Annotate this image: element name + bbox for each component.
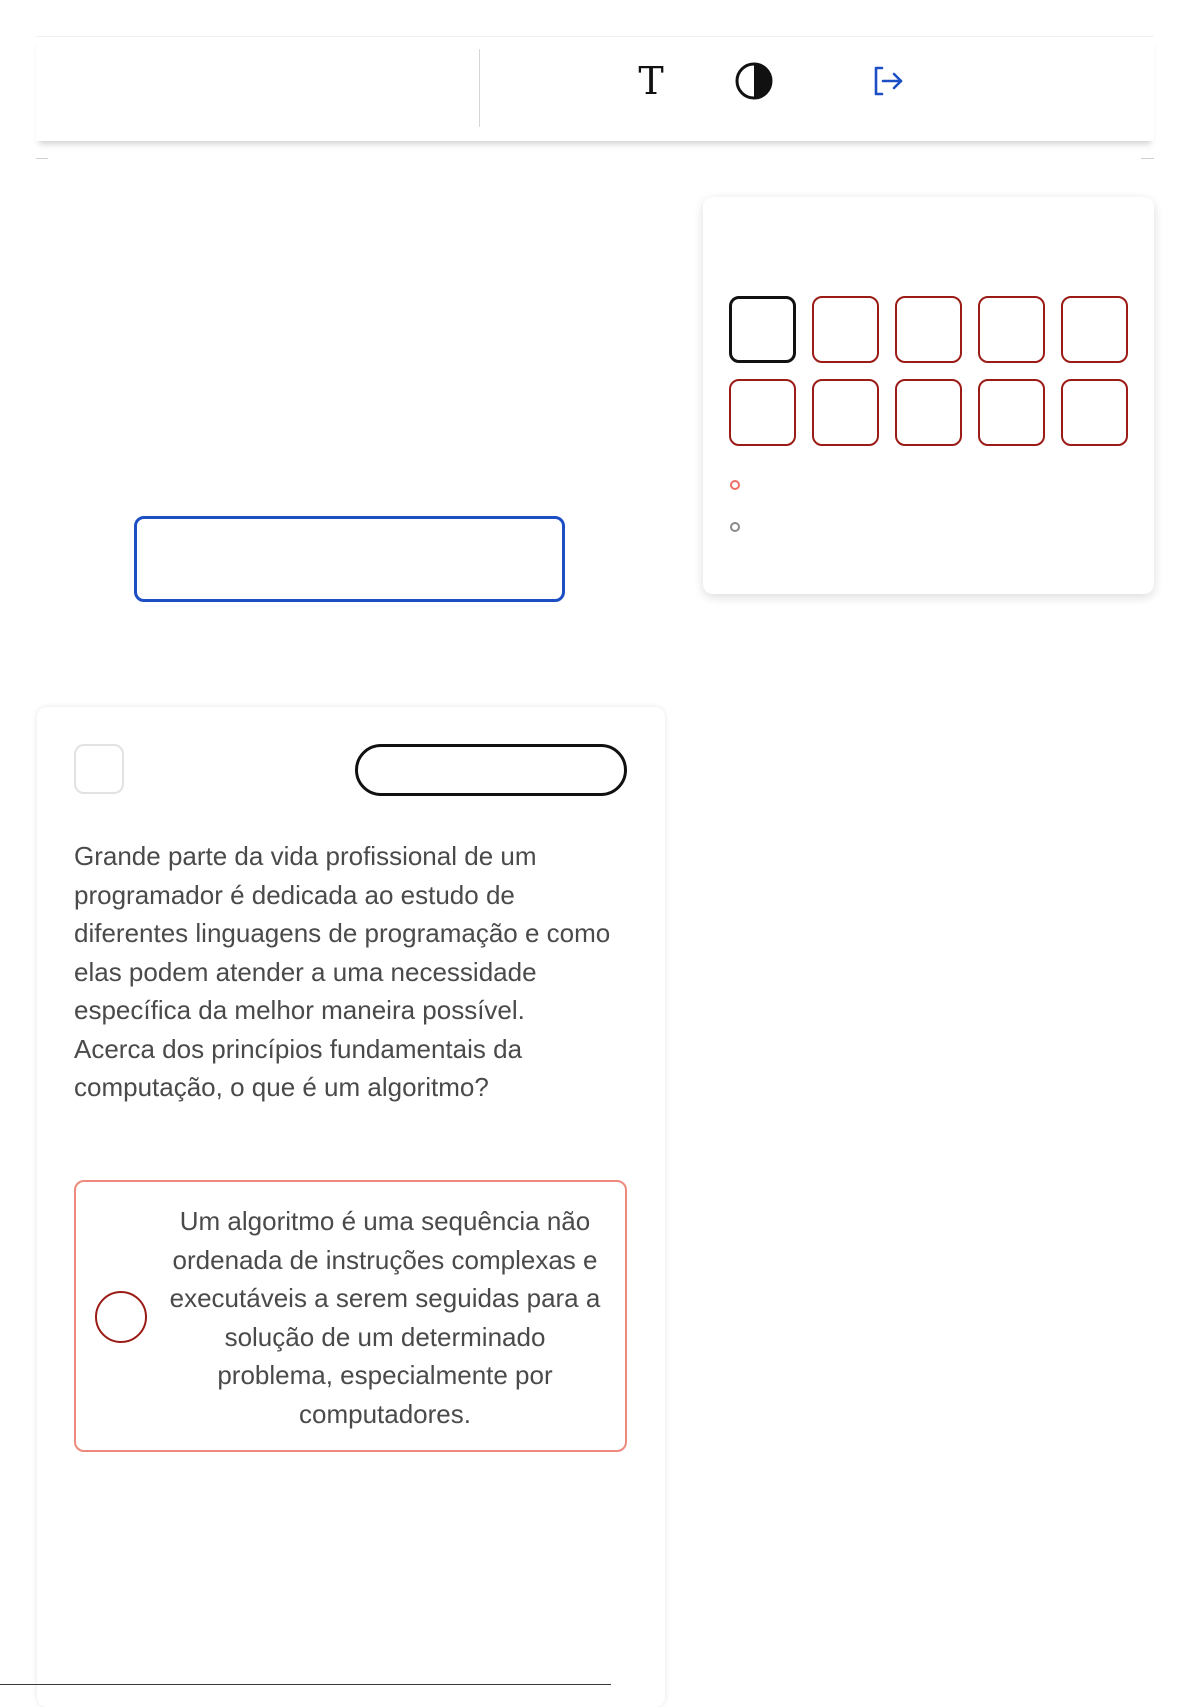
question-cell[interactable] — [812, 296, 879, 363]
question-card — [37, 707, 665, 1707]
mark-question-checkbox[interactable] — [74, 744, 124, 794]
text-size-button[interactable] — [627, 57, 675, 105]
question-prompt: Acerca dos princípios fundamentais da computação, o que é um algoritmo? — [74, 1033, 523, 1102]
option-radio[interactable] — [95, 1291, 147, 1343]
neutral-dot-icon — [730, 522, 740, 532]
divider-mark — [36, 158, 48, 159]
contrast-button[interactable] — [730, 57, 778, 105]
question-cell[interactable] — [1061, 296, 1128, 363]
toolbar-divider — [479, 49, 480, 127]
question-cell[interactable] — [812, 379, 879, 446]
top-toolbar — [36, 36, 1154, 141]
focused-element-outline[interactable] — [134, 516, 565, 602]
question-cell[interactable] — [729, 379, 796, 446]
logout-icon — [868, 62, 906, 100]
question-cell[interactable] — [978, 296, 1045, 363]
wrong-dot-icon — [730, 480, 740, 490]
logout-button[interactable] — [863, 57, 911, 105]
question-cell[interactable] — [1061, 379, 1128, 446]
question-context: Grande parte da vida profissional de um programador é dedicada ao estudo de diferentes linguagens de programação e como elas podem atender a uma necessidade específica da melhor maneira possível. — [74, 841, 611, 1025]
option-text: Um algoritmo é uma sequência não ordenada de instruções complexas e executáveis a serem seguidas para a solução de um determinado problema, especialmente por computadores. — [169, 1206, 601, 1429]
question-action-button[interactable] — [355, 744, 627, 796]
question-cell-current[interactable] — [729, 296, 796, 363]
question-cell[interactable] — [978, 379, 1045, 446]
question-statement — [74, 837, 614, 1107]
divider-mark — [1141, 158, 1154, 159]
question-grid — [729, 296, 1128, 446]
answer-option[interactable] — [74, 1180, 627, 1452]
contrast-icon — [734, 61, 774, 101]
question-cell[interactable] — [895, 379, 962, 446]
question-navigator — [703, 197, 1154, 594]
question-cell[interactable] — [895, 296, 962, 363]
text-size-icon: T — [638, 59, 664, 103]
